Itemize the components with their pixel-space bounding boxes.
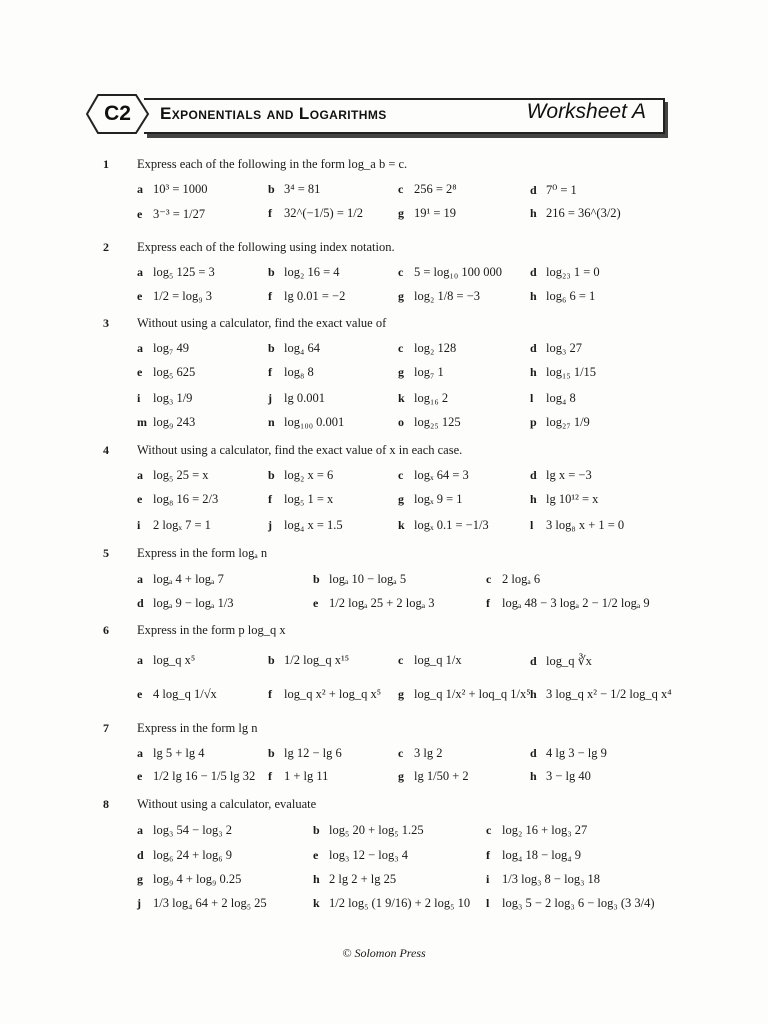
question-number: 1: [103, 157, 109, 171]
question-part: [530, 182, 577, 198]
question-part: [398, 391, 448, 406]
part-expression: log₇ 1: [414, 365, 444, 379]
question-part: [137, 415, 195, 430]
part-expression: 2 logₐ 6: [502, 572, 541, 586]
question-part: [398, 206, 456, 221]
part-label: d: [530, 341, 537, 355]
part-label: h: [530, 206, 537, 220]
part-expression: 1/2 log₅ (1 9/16) + 2 log₅ 10: [329, 896, 471, 910]
part-label: c: [398, 653, 404, 667]
question-part: [486, 848, 581, 863]
part-label: b: [313, 572, 320, 586]
part-expression: 1/3 log₄ 64 + 2 log₅ 25: [153, 896, 267, 910]
part-label: f: [268, 206, 272, 220]
question-part: [268, 468, 333, 483]
part-expression: log₃ 27: [546, 341, 582, 355]
part-expression: logₐ 4 + logₐ 7: [153, 572, 224, 586]
question-part: [268, 341, 320, 356]
question-part: [313, 572, 406, 587]
part-expression: log₅ 125 = 3: [153, 265, 215, 279]
part-label: e: [137, 207, 143, 221]
part-label: c: [398, 746, 404, 760]
part-expression: log₆ 24 + log₆ 9: [153, 848, 232, 862]
question-part: [137, 687, 217, 702]
question-part: [486, 823, 587, 838]
question-part: [268, 206, 363, 221]
part-expression: 10³ = 1000: [153, 182, 208, 196]
part-label: l: [486, 896, 490, 910]
part-expression: 4 log_q 1/√x: [153, 687, 217, 701]
part-expression: 3 lg 2: [414, 746, 443, 760]
question-part: [313, 848, 408, 863]
question-prompt: Express in the form p log_q x: [137, 623, 286, 637]
part-expression: log₂₃ 1 = 0: [546, 265, 600, 279]
question-part: [137, 848, 232, 863]
question-part: [530, 746, 607, 761]
part-expression: log₇ 49: [153, 341, 189, 355]
part-expression: log₁₆ 2: [414, 391, 449, 405]
part-expression: log₅ 20 + log₅ 1.25: [329, 823, 424, 837]
question-part: [137, 769, 255, 784]
part-expression: lg 0.01 = −2: [284, 289, 346, 303]
question-part: [530, 653, 592, 669]
part-expression: log₈ 8: [284, 365, 314, 379]
part-expression: 1/2 = log₉ 3: [153, 289, 212, 303]
part-expression: lg 5 + lg 4: [153, 746, 205, 760]
part-expression: log₅ 25 = x: [153, 468, 209, 482]
part-label: a: [137, 572, 143, 586]
question-part: [268, 518, 343, 533]
question-number: 3: [103, 316, 109, 330]
part-expression: log₂ 128: [414, 341, 457, 355]
part-label: f: [268, 289, 272, 303]
part-label: f: [486, 596, 490, 610]
question-part: [530, 341, 582, 356]
part-label: b: [268, 653, 275, 667]
part-label: b: [268, 182, 275, 196]
question-part: [530, 415, 590, 430]
part-label: e: [137, 365, 143, 379]
part-label: c: [398, 341, 404, 355]
part-label: m: [137, 415, 147, 429]
part-expression: log₄ 18 − log₄ 9: [502, 848, 581, 862]
question-number: 6: [103, 623, 109, 637]
question-part: [268, 653, 349, 668]
copyright-footer: © Solomon Press: [342, 946, 426, 960]
part-expression: 3 − lg 40: [546, 769, 591, 783]
question-part: [268, 769, 328, 784]
part-expression: 3⁻³ = 1/27: [153, 207, 206, 221]
part-label: n: [268, 415, 275, 429]
part-expression: log_q 1/x² + loq_q 1/x⁵: [414, 687, 531, 701]
part-expression: 1/3 log₃ 8 − log₃ 18: [502, 872, 601, 886]
part-label: l: [530, 518, 534, 532]
part-label: e: [313, 596, 319, 610]
part-label: k: [313, 896, 320, 910]
part-expression: 3⁴ = 81: [284, 182, 321, 196]
part-expression: log₁₀₀ 0.001: [284, 415, 345, 429]
question-part: [398, 769, 469, 784]
part-label: g: [398, 769, 404, 783]
question-part: [137, 872, 241, 887]
part-label: j: [137, 896, 141, 910]
part-label: c: [398, 182, 404, 196]
question-part: [137, 341, 189, 356]
question-part: [137, 572, 224, 587]
part-label: a: [137, 341, 143, 355]
question-part: [398, 518, 489, 533]
part-expression: 1 + lg 11: [284, 769, 329, 783]
question-prompt: Express each of the following in the form log_a b = c.: [137, 157, 408, 171]
part-label: e: [137, 492, 143, 506]
question-part: [137, 518, 211, 533]
question-part: [398, 492, 463, 507]
part-label: c: [486, 823, 492, 837]
question-number: 7: [103, 721, 109, 735]
question-part: [398, 182, 457, 197]
question-part: [530, 289, 595, 304]
part-expression: log₅ 625: [153, 365, 196, 379]
question-number: 5: [103, 546, 109, 560]
question-part: [398, 265, 502, 280]
part-label: a: [137, 653, 143, 667]
question-part: [268, 415, 344, 430]
question-part: [398, 289, 480, 304]
question-part: [137, 289, 212, 304]
question-part: [486, 572, 540, 587]
part-expression: log₈ 16 = 2/3: [153, 492, 219, 506]
part-expression: 3 log₈ x + 1 = 0: [546, 518, 625, 532]
part-expression: log_q 1/x: [414, 653, 462, 667]
part-expression: log₉ 243: [153, 415, 196, 429]
part-expression: 5 = log₁₀ 100 000: [414, 265, 502, 279]
part-expression: 4 lg 3 − lg 9: [546, 746, 607, 760]
part-label: d: [530, 468, 537, 482]
part-expression: lg 1/50 + 2: [414, 769, 469, 783]
part-label: h: [530, 492, 537, 506]
part-expression: 19¹ = 19: [414, 206, 457, 220]
question-prompt: Express each of the following using index notation.: [137, 240, 395, 254]
part-label: f: [268, 492, 272, 506]
question-part: [486, 596, 650, 611]
part-label: e: [313, 848, 319, 862]
worksheet-title: Exponentials and Logarithms: [160, 104, 387, 123]
part-expression: log₂ 16 + log₃ 27: [502, 823, 588, 837]
part-expression: log₂ 16 = 4: [284, 265, 340, 279]
question-part: [530, 468, 592, 483]
question-part: [398, 365, 444, 380]
part-label: c: [398, 468, 404, 482]
part-label: h: [530, 365, 537, 379]
part-label: g: [398, 687, 404, 701]
question-part: [530, 518, 624, 533]
part-expression: 3 log_q x² − 1/2 log_q x⁴: [546, 687, 672, 701]
part-label: f: [268, 769, 272, 783]
part-label: h: [530, 769, 537, 783]
part-label: d: [530, 746, 537, 760]
question-part: [398, 746, 442, 761]
part-label: j: [268, 518, 272, 532]
question-part: [530, 391, 576, 406]
question-part: [530, 265, 600, 280]
part-label: l: [530, 391, 534, 405]
question-part: [137, 206, 205, 222]
question-part: [137, 182, 208, 197]
part-label: j: [268, 391, 272, 405]
part-expression: log₂ 1/8 = −3: [414, 289, 481, 303]
part-expression: log_q x⁵: [153, 653, 196, 667]
part-expression: log₃ 5 − 2 log₃ 6 − log₃ (3 3/4): [502, 896, 655, 910]
question-part: [137, 468, 209, 483]
question-part: [268, 289, 345, 304]
question-part: [137, 265, 215, 280]
part-label: f: [268, 687, 272, 701]
part-expression: logₐ 48 − 3 logₐ 2 − 1/2 logₐ 9: [502, 596, 650, 610]
part-expression: lg 12 − lg 6: [284, 746, 342, 760]
chapter-code: C2: [104, 102, 131, 125]
question-part: [530, 687, 672, 702]
question-part: [313, 823, 424, 838]
question-part: [268, 746, 342, 761]
part-label: b: [268, 265, 275, 279]
question-prompt: Without using a calculator, find the exact value of: [137, 316, 387, 330]
question-prompt: Without using a calculator, evaluate: [137, 797, 317, 811]
part-label: k: [398, 518, 405, 532]
part-expression: log₅ 1 = x: [284, 492, 334, 506]
part-expression: log_q ∛x: [546, 654, 592, 668]
question-part: [398, 653, 462, 668]
question-part: [530, 492, 598, 507]
question-part: [486, 872, 600, 887]
part-expression: log₁₅ 1/15: [546, 365, 597, 379]
part-label: a: [137, 746, 143, 760]
part-expression: 32^(−1/5) = 1/2: [284, 206, 363, 220]
question-part: [268, 365, 314, 380]
question-part: [398, 687, 531, 702]
part-label: h: [313, 872, 320, 886]
part-label: d: [530, 183, 537, 197]
part-label: e: [137, 687, 143, 701]
question-part: [313, 596, 435, 611]
part-expression: log₂₇ 1/9: [546, 415, 590, 429]
question-part: [137, 365, 195, 380]
part-expression: 1/2 logₐ 25 + 2 logₐ 3: [329, 596, 435, 610]
part-expression: logₓ 0.1 = −1/3: [414, 518, 489, 532]
question-number: 2: [103, 240, 109, 254]
part-expression: logₓ 9 = 1: [414, 492, 463, 506]
part-expression: lg 10¹² = x: [546, 492, 599, 506]
question-part: [137, 391, 192, 406]
part-expression: log₄ x = 1.5: [284, 518, 343, 532]
part-expression: lg x = −3: [546, 468, 592, 482]
part-label: i: [137, 391, 141, 405]
question-part: [530, 365, 596, 380]
question-prompt: Express in the form logₐ n: [137, 546, 268, 560]
part-label: i: [486, 872, 490, 886]
part-label: i: [137, 518, 141, 532]
part-expression: 256 = 2⁸: [414, 182, 457, 196]
part-label: g: [398, 206, 404, 220]
question-part: [137, 823, 232, 838]
question-part: [137, 896, 267, 911]
part-label: d: [530, 654, 537, 668]
part-label: k: [398, 391, 405, 405]
part-label: g: [398, 492, 404, 506]
part-expression: log₃ 54 − log₃ 2: [153, 823, 232, 837]
part-expression: log₄ 8: [546, 391, 576, 405]
part-expression: log₂₅ 125: [414, 415, 461, 429]
part-expression: 2 logₓ 7 = 1: [153, 518, 211, 532]
part-expression: log₉ 4 + log₉ 0.25: [153, 872, 242, 886]
part-expression: 7⁰ = 1: [546, 183, 577, 197]
part-label: b: [268, 746, 275, 760]
part-expression: log_q x² + log_q x⁵: [284, 687, 382, 701]
part-label: c: [398, 265, 404, 279]
part-label: f: [268, 365, 272, 379]
part-label: b: [268, 341, 275, 355]
part-expression: 216 = 36^(3/2): [546, 206, 621, 220]
part-label: d: [137, 596, 144, 610]
question-part: [313, 896, 470, 911]
part-expression: log₂ x = 6: [284, 468, 334, 482]
worksheet-name: Worksheet A: [526, 100, 646, 123]
part-label: h: [530, 289, 537, 303]
question-prompt: Without using a calculator, find the exact value of x in each case.: [137, 443, 463, 457]
part-label: o: [398, 415, 404, 429]
part-expression: log₆ 6 = 1: [546, 289, 596, 303]
part-expression: 2 lg 2 + lg 25: [329, 872, 397, 886]
question-part: [268, 492, 333, 507]
part-label: b: [268, 468, 275, 482]
question-part: [268, 391, 325, 406]
part-label: f: [486, 848, 490, 862]
part-label: d: [137, 848, 144, 862]
question-part: [137, 492, 218, 507]
part-expression: log₃ 12 − log₃ 4: [329, 848, 408, 862]
part-expression: log₄ 64: [284, 341, 320, 355]
question-part: [398, 468, 469, 483]
part-expression: logₐ 9 − logₐ 1/3: [153, 596, 234, 610]
part-expression: 1/2 lg 16 − 1/5 lg 32: [153, 769, 256, 783]
question-part: [268, 687, 381, 702]
part-label: g: [398, 365, 404, 379]
worksheet-header: [86, 93, 664, 135]
part-expression: lg 0.001: [284, 391, 325, 405]
part-label: p: [530, 415, 537, 429]
question-number: 8: [103, 797, 109, 811]
question-prompt: Express in the form lg n: [137, 721, 258, 735]
question-part: [313, 872, 396, 887]
part-label: d: [530, 265, 537, 279]
question-part: [398, 341, 456, 356]
question-part: [398, 415, 461, 430]
question-part: [486, 896, 655, 911]
part-label: h: [530, 687, 537, 701]
part-label: e: [137, 769, 143, 783]
question-part: [137, 653, 195, 668]
question-part: [530, 769, 591, 784]
question-part: [137, 596, 234, 611]
part-expression: 1/2 log_q x¹⁵: [284, 653, 350, 667]
part-expression: logₐ 10 − logₐ 5: [329, 572, 407, 586]
part-label: c: [486, 572, 492, 586]
part-label: e: [137, 289, 143, 303]
part-label: a: [137, 182, 143, 196]
question-part: [268, 182, 320, 197]
part-label: a: [137, 265, 143, 279]
question-part: [137, 746, 205, 761]
part-label: g: [137, 872, 143, 886]
question-part: [268, 265, 340, 280]
part-expression: logₓ 64 = 3: [414, 468, 469, 482]
question-number: 4: [103, 443, 109, 457]
part-label: g: [398, 289, 404, 303]
part-label: b: [313, 823, 320, 837]
part-label: a: [137, 468, 143, 482]
part-expression: log₃ 1/9: [153, 391, 193, 405]
question-part: [530, 206, 621, 221]
part-label: a: [137, 823, 143, 837]
